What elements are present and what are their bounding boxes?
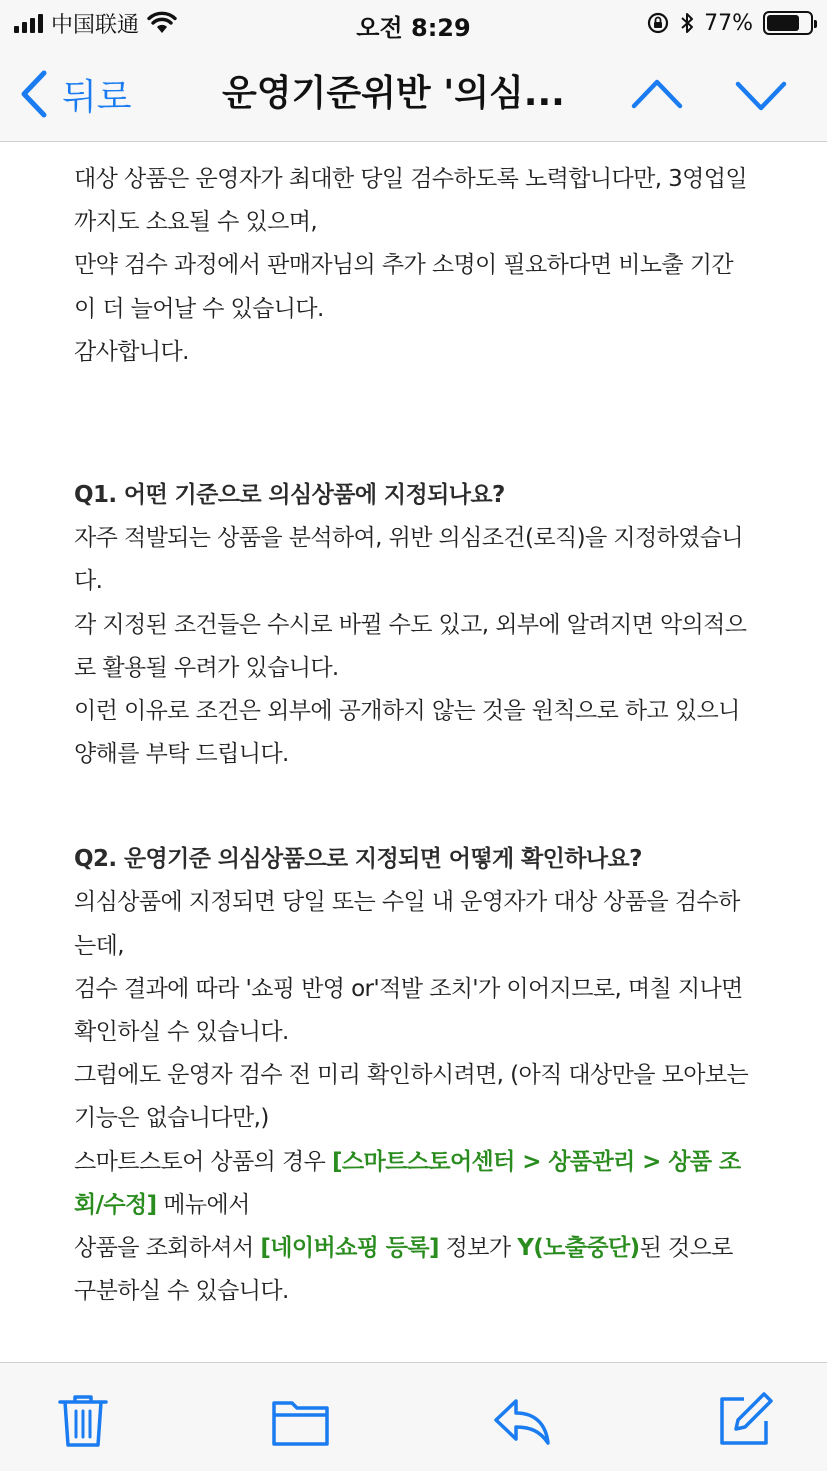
- q2-answer-line: 검수 결과에 따라 '쇼핑 반영 or'적발 조치'가 이어지므로, 며칠 지나면: [74, 975, 743, 1002]
- q2-answer-line: 확인하실 수 있습니다.: [74, 1019, 289, 1045]
- body-line: 감사합니다.: [74, 338, 189, 365]
- spacer: [74, 776, 764, 838]
- compose-icon: [714, 1389, 776, 1451]
- back-button[interactable]: [18, 66, 132, 122]
- move-to-folder-button[interactable]: [270, 1389, 332, 1451]
- chevron-left-icon: [18, 69, 48, 119]
- folder-icon: [270, 1389, 332, 1451]
- status-highlight: Y(노출중단): [517, 1234, 640, 1261]
- delete-button[interactable]: [52, 1389, 114, 1451]
- battery-percent: 77%: [704, 10, 753, 36]
- chevron-down-icon: [734, 68, 788, 122]
- q2-answer-line: [74, 1227, 764, 1270]
- text-segment: 정보가: [438, 1234, 518, 1261]
- q2-heading: Q2. 운영기준 의심상품으로 지정되면 어떻게 확인하나요?: [74, 846, 642, 873]
- reply-button[interactable]: [490, 1389, 552, 1451]
- menu-path-highlight: [스마트스토어센터 > 상품관리 > 상품 조: [331, 1148, 741, 1175]
- text-segment: 상품을 조회하셔서: [74, 1234, 261, 1261]
- battery-level: [767, 15, 799, 31]
- q2-answer-line: [74, 1184, 764, 1227]
- status-time: 오전 8:29: [356, 14, 471, 42]
- compose-button[interactable]: [714, 1389, 776, 1451]
- next-message-button[interactable]: [734, 68, 788, 122]
- q2-answer-line: [74, 1141, 764, 1184]
- carrier-name: 中国联通: [51, 12, 140, 38]
- menu-path-highlight: 회/수정]: [74, 1191, 157, 1218]
- body-line: 이 더 늘어날 수 있습니다.: [74, 295, 324, 322]
- q2-answer-line: 는데,: [74, 932, 124, 959]
- q2-answer-line: 의심상품에 지정되면 당일 또는 수일 내 운영자가 대상 상품을 검수하: [74, 889, 740, 916]
- body-line: 까지도 소요될 수 있으며,: [74, 209, 318, 236]
- body-line: 만약 검수 과정에서 판매자님의 추가 소명이 필요하다면 비노출 기간: [74, 252, 733, 279]
- trash-icon: [52, 1389, 114, 1451]
- navigation-bar: [0, 48, 827, 142]
- text-segment: 된 것으로: [639, 1234, 733, 1261]
- status-right: [646, 8, 813, 38]
- q1-answer-line: 로 활용될 우려가 있습니다.: [74, 654, 339, 681]
- message-body: [74, 158, 764, 1313]
- q1-answer-line: 자주 적발되는 상품을 분석하여, 위반 의심조건(로직)을 지정하였습니: [74, 525, 744, 552]
- back-label: 뒤로: [62, 76, 132, 118]
- reply-icon: [490, 1389, 552, 1451]
- spacer: [74, 374, 764, 474]
- orientation-lock-icon: [646, 11, 670, 35]
- bluetooth-icon: [680, 11, 694, 35]
- chevron-up-icon: [630, 68, 684, 122]
- field-highlight: [네이버쇼핑 등록]: [260, 1234, 439, 1261]
- q1-answer-line: 다.: [74, 568, 103, 595]
- q1-answer-line: 각 지정된 조건들은 수시로 바뀔 수도 있고, 외부에 알려지면 악의적으: [74, 611, 747, 638]
- q1-answer-line: 양해를 부탁 드립니다.: [74, 741, 289, 768]
- text-segment: 스마트스토어 상품의 경우: [74, 1148, 332, 1175]
- q2-answer-line: 구분하실 수 있습니다.: [74, 1278, 289, 1305]
- q1-heading: Q1. 어떤 기준으로 의심상품에 지정되나요?: [74, 481, 505, 508]
- message-title: 운영기준위반 '의심...: [222, 73, 565, 114]
- text-segment: 메뉴에서: [156, 1191, 250, 1218]
- status-bar: [0, 0, 827, 48]
- bottom-toolbar: [0, 1362, 827, 1471]
- battery-icon: [763, 11, 813, 35]
- q2-answer-line: 기능은 없습니다만,): [74, 1105, 269, 1132]
- body-line: 대상 상품은 운영자가 최대한 당일 검수하도록 노력합니다만, 3영업일: [74, 166, 748, 192]
- previous-message-button[interactable]: [630, 68, 684, 122]
- q1-answer-line: 이런 이유로 조건은 외부에 공개하지 않는 것을 원칙으로 하고 있으니: [74, 697, 740, 724]
- q2-answer-line: 그럼에도 운영자 검수 전 미리 확인하시려면, (아직 대상만을 모아보는: [74, 1062, 749, 1089]
